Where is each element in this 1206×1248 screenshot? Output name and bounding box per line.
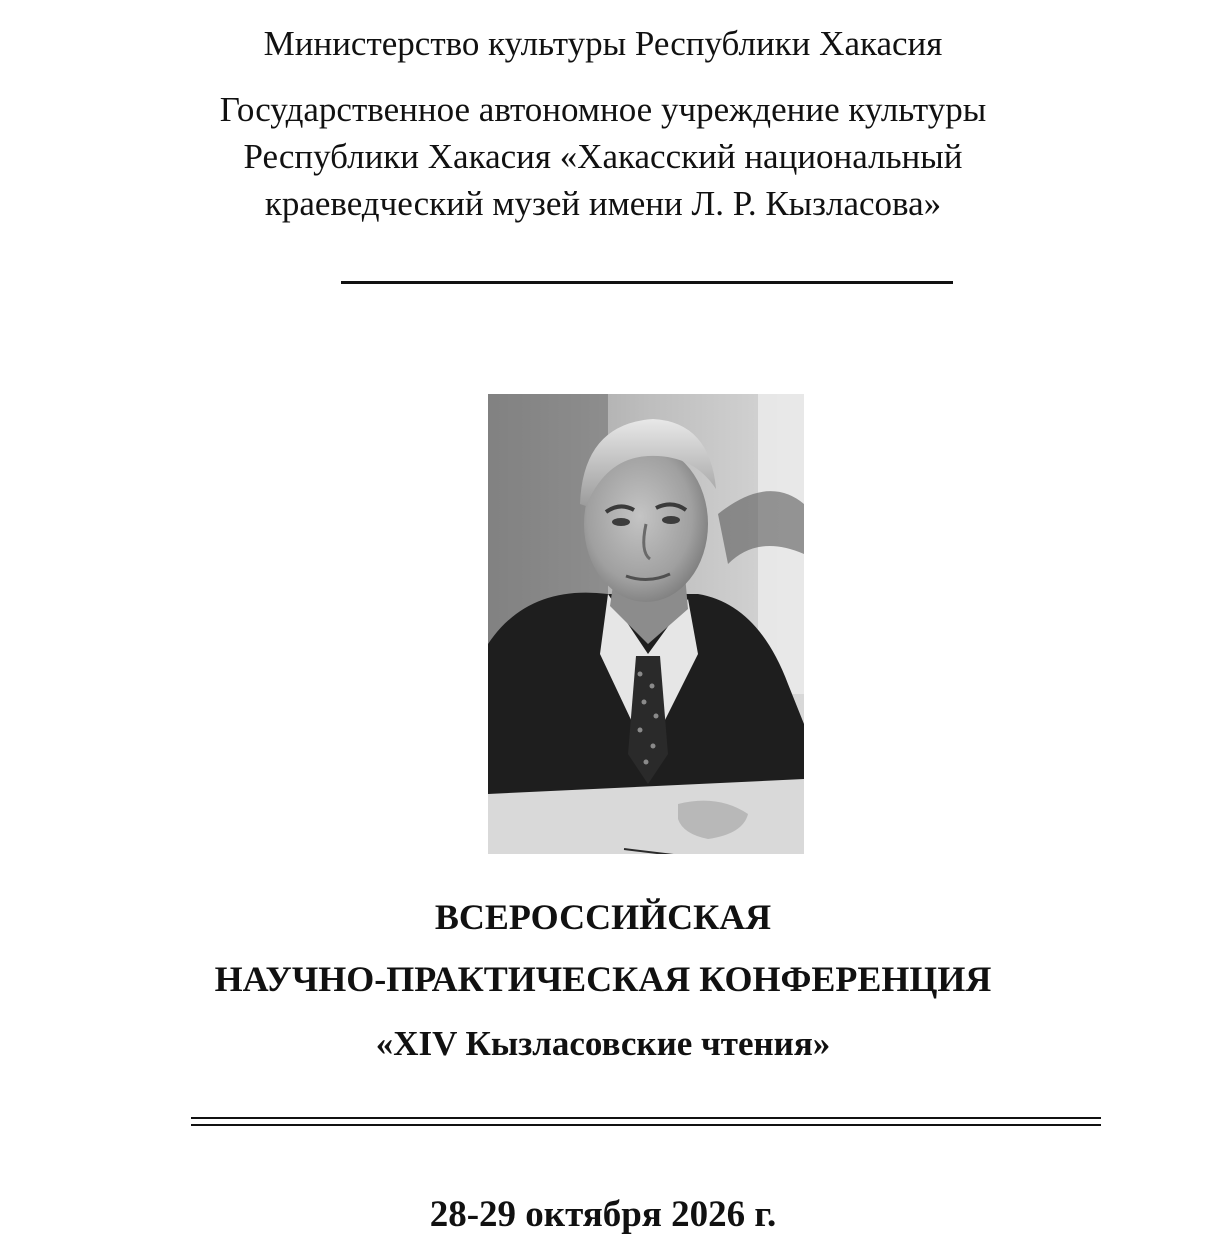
ministry-title: Министерство культуры Республики Хакасия bbox=[263, 24, 943, 63]
header-divider bbox=[341, 281, 953, 284]
institution-line: краеведческий музей имени Л. Р. Кызласова» bbox=[264, 184, 942, 223]
portrait-photo bbox=[488, 394, 804, 854]
conference-date: 28-29 октября 2026 г. bbox=[429, 1194, 777, 1235]
conference-kind: НАУЧНО-ПРАКТИЧЕСКАЯ КОНФЕРЕНЦИЯ bbox=[214, 959, 992, 999]
conference-title: «XIV Кызласовские чтения» bbox=[375, 1024, 831, 1063]
footer-divider bbox=[191, 1117, 1101, 1126]
institution-name bbox=[0, 86, 1206, 227]
institution-line: Республики Хакасия «Хакасский национальный bbox=[243, 137, 963, 176]
conference-type: ВСЕРОССИЙСКАЯ bbox=[434, 897, 772, 937]
institution-line: Государственное автономное учреждение культуры bbox=[219, 90, 987, 129]
